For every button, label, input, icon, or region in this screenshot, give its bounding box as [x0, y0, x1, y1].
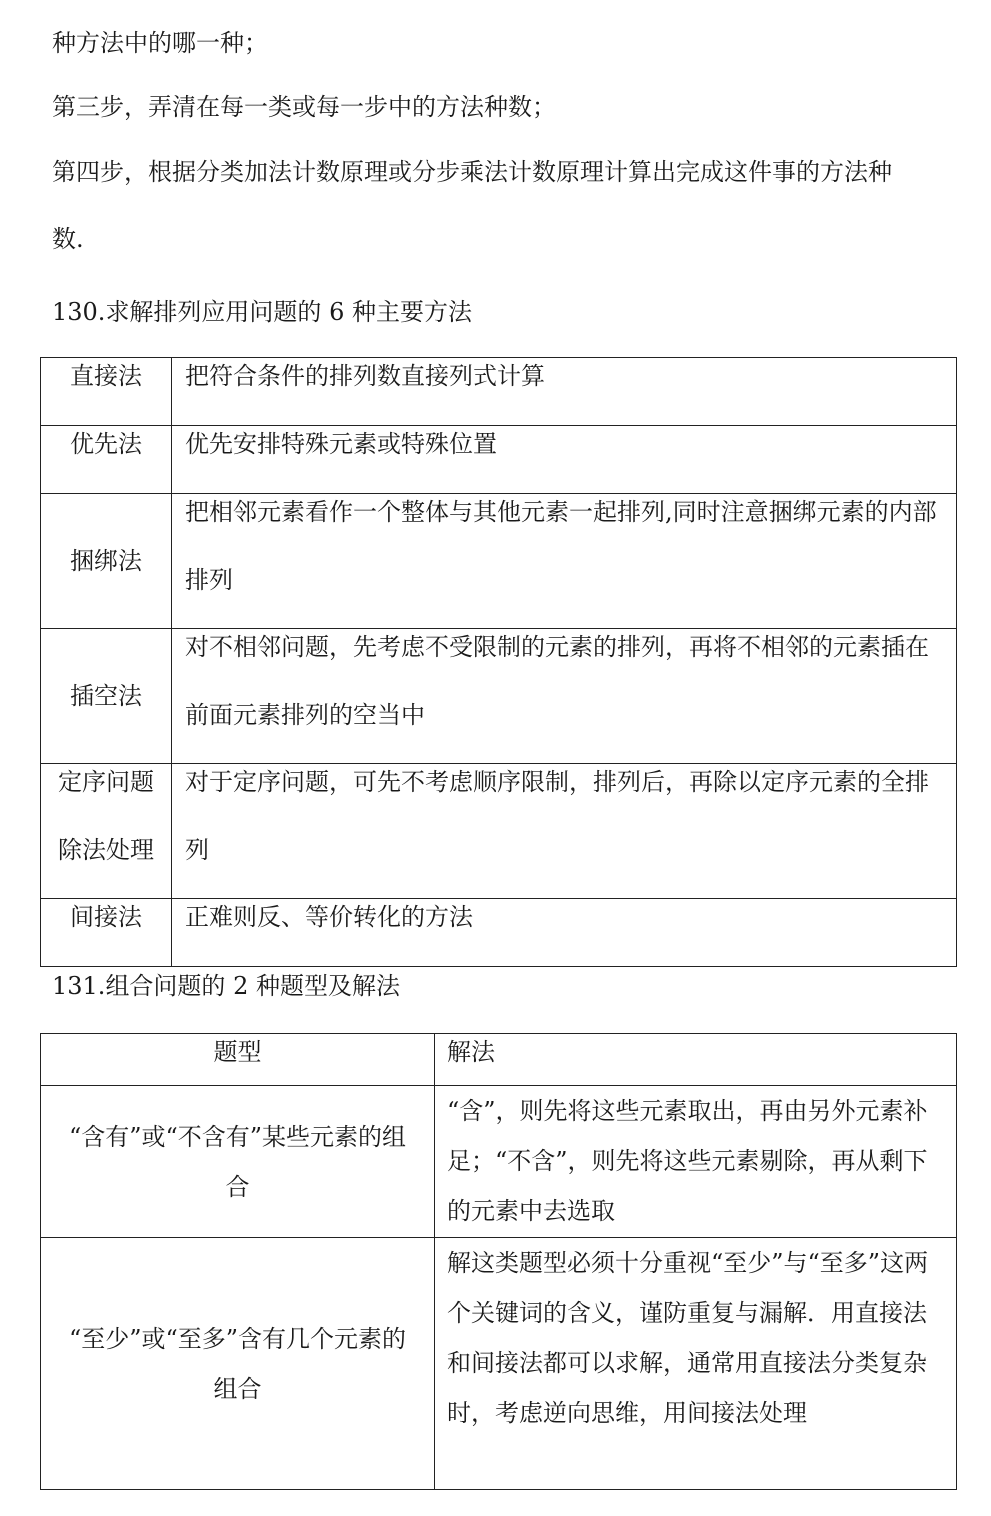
- header-type: 题型: [213, 1038, 262, 1066]
- method-name-cell: [41, 764, 172, 899]
- table-row: [41, 629, 957, 764]
- type-cell: [41, 1238, 435, 1490]
- method-desc: 对不相邻问题，先考虑不受限制的元素的排列，再将不相邻的元素插在前面元素排列的空当中: [185, 633, 929, 729]
- section-130-title: 130.求解排列应用问题的 6 种主要方法: [52, 298, 472, 326]
- table-row: [41, 1086, 957, 1238]
- method-name-cell: [41, 899, 172, 967]
- method-name: 直接法: [70, 362, 142, 390]
- method-desc-cell: [172, 629, 957, 764]
- intro-line-3: 第四步，根据分类加法计数原理或分步乘法计数原理计算出完成这件事的方法种: [52, 158, 892, 186]
- method-desc-cell: [172, 899, 957, 967]
- solution-text: 解这类题型必须十分重视“至少”与“至多”这两个关键词的含义，谨防重复与漏解．用直接法和间接法都可以求解，通常用直接法分类复杂时，考虑逆向思维，用间接法处理: [447, 1249, 929, 1427]
- method-desc-cell: [172, 494, 957, 629]
- table-row: [41, 899, 957, 967]
- method-name: 插空法: [70, 682, 142, 710]
- method-name: 捆绑法: [70, 547, 142, 575]
- header-solution: 解法: [447, 1038, 495, 1066]
- table-row: [41, 1238, 957, 1490]
- method-desc-cell: [172, 764, 957, 899]
- intro-line-1: 种方法中的哪一种；: [52, 29, 268, 57]
- header-type-cell: [41, 1034, 435, 1086]
- type-cell: [41, 1086, 435, 1238]
- method-name: 定序问题除法处理: [58, 768, 154, 864]
- header-solution-cell: [435, 1034, 957, 1086]
- solution-cell: [435, 1086, 957, 1238]
- table-row: [41, 764, 957, 899]
- method-name: 间接法: [70, 903, 142, 931]
- intro-line-4: 数.: [52, 225, 84, 253]
- method-desc: 对于定序问题，可先不考虑顺序限制，排列后，再除以定序元素的全排列: [185, 768, 929, 864]
- type-text: “含有”或“不含有”某些元素的组合: [68, 1122, 407, 1201]
- section-131-title: 131.组合问题的 2 种题型及解法: [52, 972, 400, 1000]
- table-row: [41, 494, 957, 629]
- method-desc: 把符合条件的排列数直接列式计算: [185, 362, 545, 390]
- solution-cell: [435, 1238, 957, 1490]
- solution-text: “含”，则先将这些元素取出，再由另外元素补足；“不含”，则先将这些元素剔除，再从剩下的元素中去选取: [447, 1097, 928, 1225]
- combination-types-table: [40, 1033, 957, 1490]
- type-text: “至少”或“至多”含有几个元素的组合: [68, 1324, 407, 1403]
- method-name-cell: [41, 426, 172, 494]
- intro-line-2: 第三步，弄清在每一类或每一步中的方法种数；: [52, 93, 556, 121]
- method-name-cell: [41, 494, 172, 629]
- method-desc: 正难则反、等价转化的方法: [185, 903, 473, 931]
- method-desc: 把相邻元素看作一个整体与其他元素一起排列,同时注意捆绑元素的内部排列: [185, 498, 937, 594]
- table-header-row: [41, 1034, 957, 1086]
- method-name-cell: [41, 629, 172, 764]
- method-desc: 优先安排特殊元素或特殊位置: [185, 430, 497, 458]
- permutation-methods-table: [40, 357, 957, 967]
- method-name: 优先法: [70, 430, 142, 458]
